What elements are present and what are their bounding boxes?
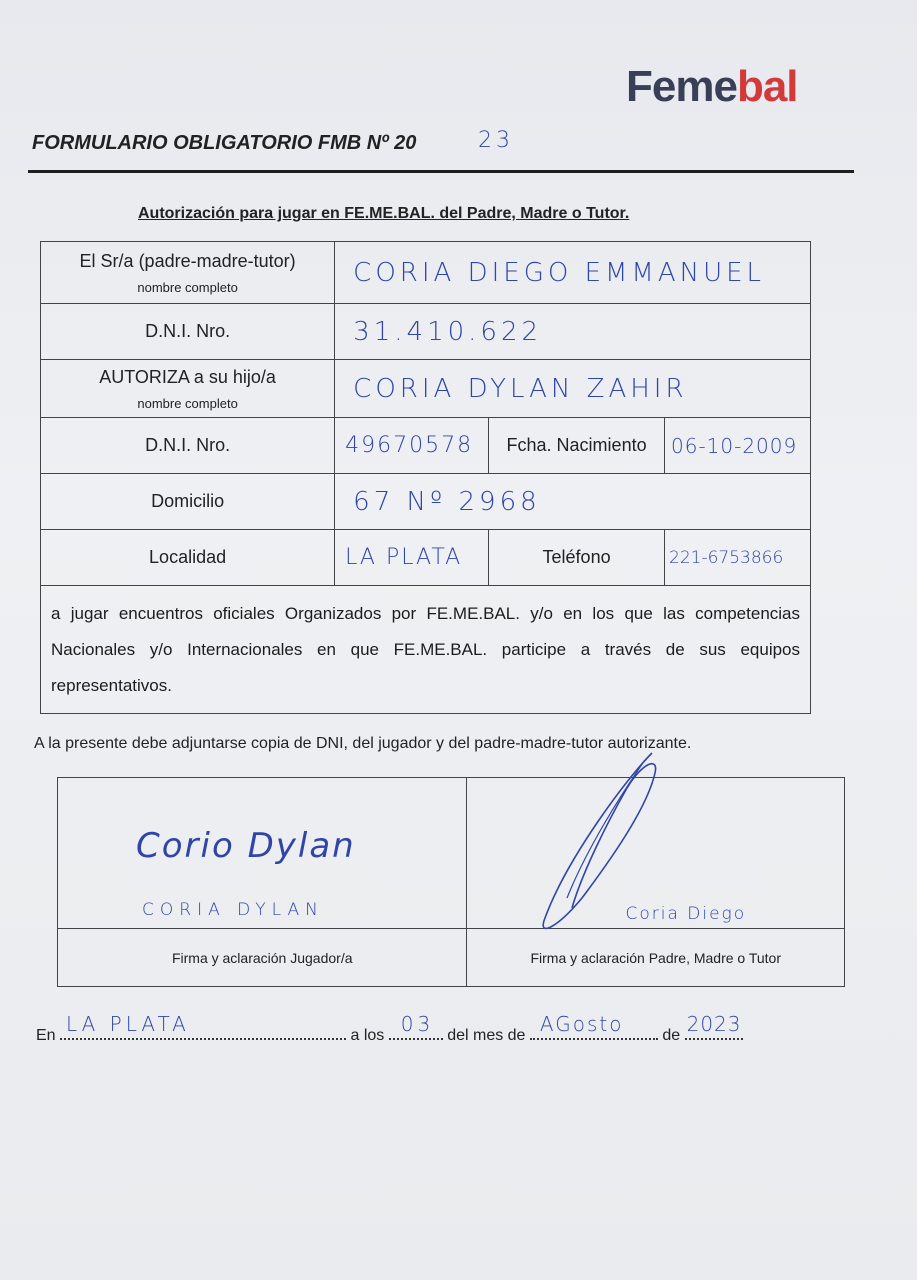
phone-field[interactable]: 221-6753866	[665, 530, 811, 586]
footer-mes: del mes de	[447, 1027, 526, 1044]
phone-label: Teléfono	[489, 530, 665, 586]
month-handwritten: AGosto	[539, 1012, 624, 1036]
day-field[interactable]	[389, 1012, 443, 1040]
player-signature: Corio Dylan	[136, 826, 356, 866]
child-dni-label: D.N.I. Nro.	[41, 418, 335, 474]
player-signature-cell[interactable]	[58, 778, 467, 929]
authorizes-label: AUTORIZA a su hijo/a	[99, 366, 276, 387]
child-dni-field[interactable]: 49670578	[335, 418, 489, 474]
form-title: FORMULARIO OBLIGATORIO FMB Nº 20	[32, 132, 417, 154]
parent-dni-label: D.N.I. Nro.	[41, 304, 335, 360]
day-handwritten: 03	[400, 1012, 435, 1036]
player-printed-name: CORIA DYLAN	[142, 900, 324, 920]
footer-de: de	[662, 1027, 681, 1044]
child-name-field[interactable]: CORIA DYLAN ZAHIR	[335, 360, 811, 418]
date-place-line	[36, 1012, 743, 1045]
parent-signature-cell[interactable]	[467, 778, 845, 929]
logo-text-red: bal	[736, 62, 798, 111]
footer-alos: a los	[350, 1027, 385, 1044]
place-handwritten: LA PLATA	[66, 1012, 190, 1036]
attachment-note: A la presente debe adjuntarse copia de DNI, del jugador y del padre-madre-tutor autorizante.	[34, 735, 692, 752]
parent-signature-caption: Firma y aclaración Padre, Madre o Tutor	[467, 929, 845, 987]
player-signature-caption: Firma y aclaración Jugador/a	[58, 929, 467, 987]
parent-label: El Sr/a (padre-madre-tutor)	[79, 250, 296, 271]
authorization-form-table	[40, 241, 811, 714]
form-subtitle: Autorización para jugar en FE.ME.BAL. del Padre, Madre o Tutor.	[138, 205, 630, 222]
address-field[interactable]: 67 Nº 2968	[335, 474, 811, 530]
birth-date-label: Fcha. Nacimiento	[489, 418, 665, 474]
femebal-logo	[626, 62, 798, 112]
year-field[interactable]	[685, 1012, 743, 1040]
authorization-paragraph: a jugar encuentros oficiales Organizados por FE.ME.BAL. y/o en los que las competencias Nacionales y/o Internacionales en que FE.ME.BAL. participe a través de sus equipos representativos.	[41, 586, 811, 714]
signature-table	[57, 777, 845, 987]
child-name-label-cell	[41, 360, 335, 418]
parent-dni-field[interactable]: 31.410.622	[335, 304, 811, 360]
month-field[interactable]	[530, 1012, 658, 1040]
title-year-handwritten: 23	[478, 128, 514, 153]
birth-date-field[interactable]: 06-10-2009	[665, 418, 811, 474]
footer-en: En	[36, 1027, 56, 1044]
year-handwritten: 2023	[686, 1012, 742, 1036]
city-field[interactable]: LA PLATA	[335, 530, 489, 586]
parent-printed-name: Coria Diego	[625, 904, 747, 924]
city-label: Localidad	[41, 530, 335, 586]
child-sublabel: nombre completo	[137, 395, 238, 411]
logo-text-dark: Feme	[626, 62, 737, 111]
parent-name-field[interactable]: CORIA DIEGO EMMANUEL	[335, 242, 811, 304]
title-rule	[28, 170, 854, 173]
address-label: Domicilio	[41, 474, 335, 530]
parent-name-label-cell	[41, 242, 335, 304]
parent-sublabel: nombre completo	[137, 279, 238, 295]
place-field[interactable]	[60, 1012, 346, 1040]
